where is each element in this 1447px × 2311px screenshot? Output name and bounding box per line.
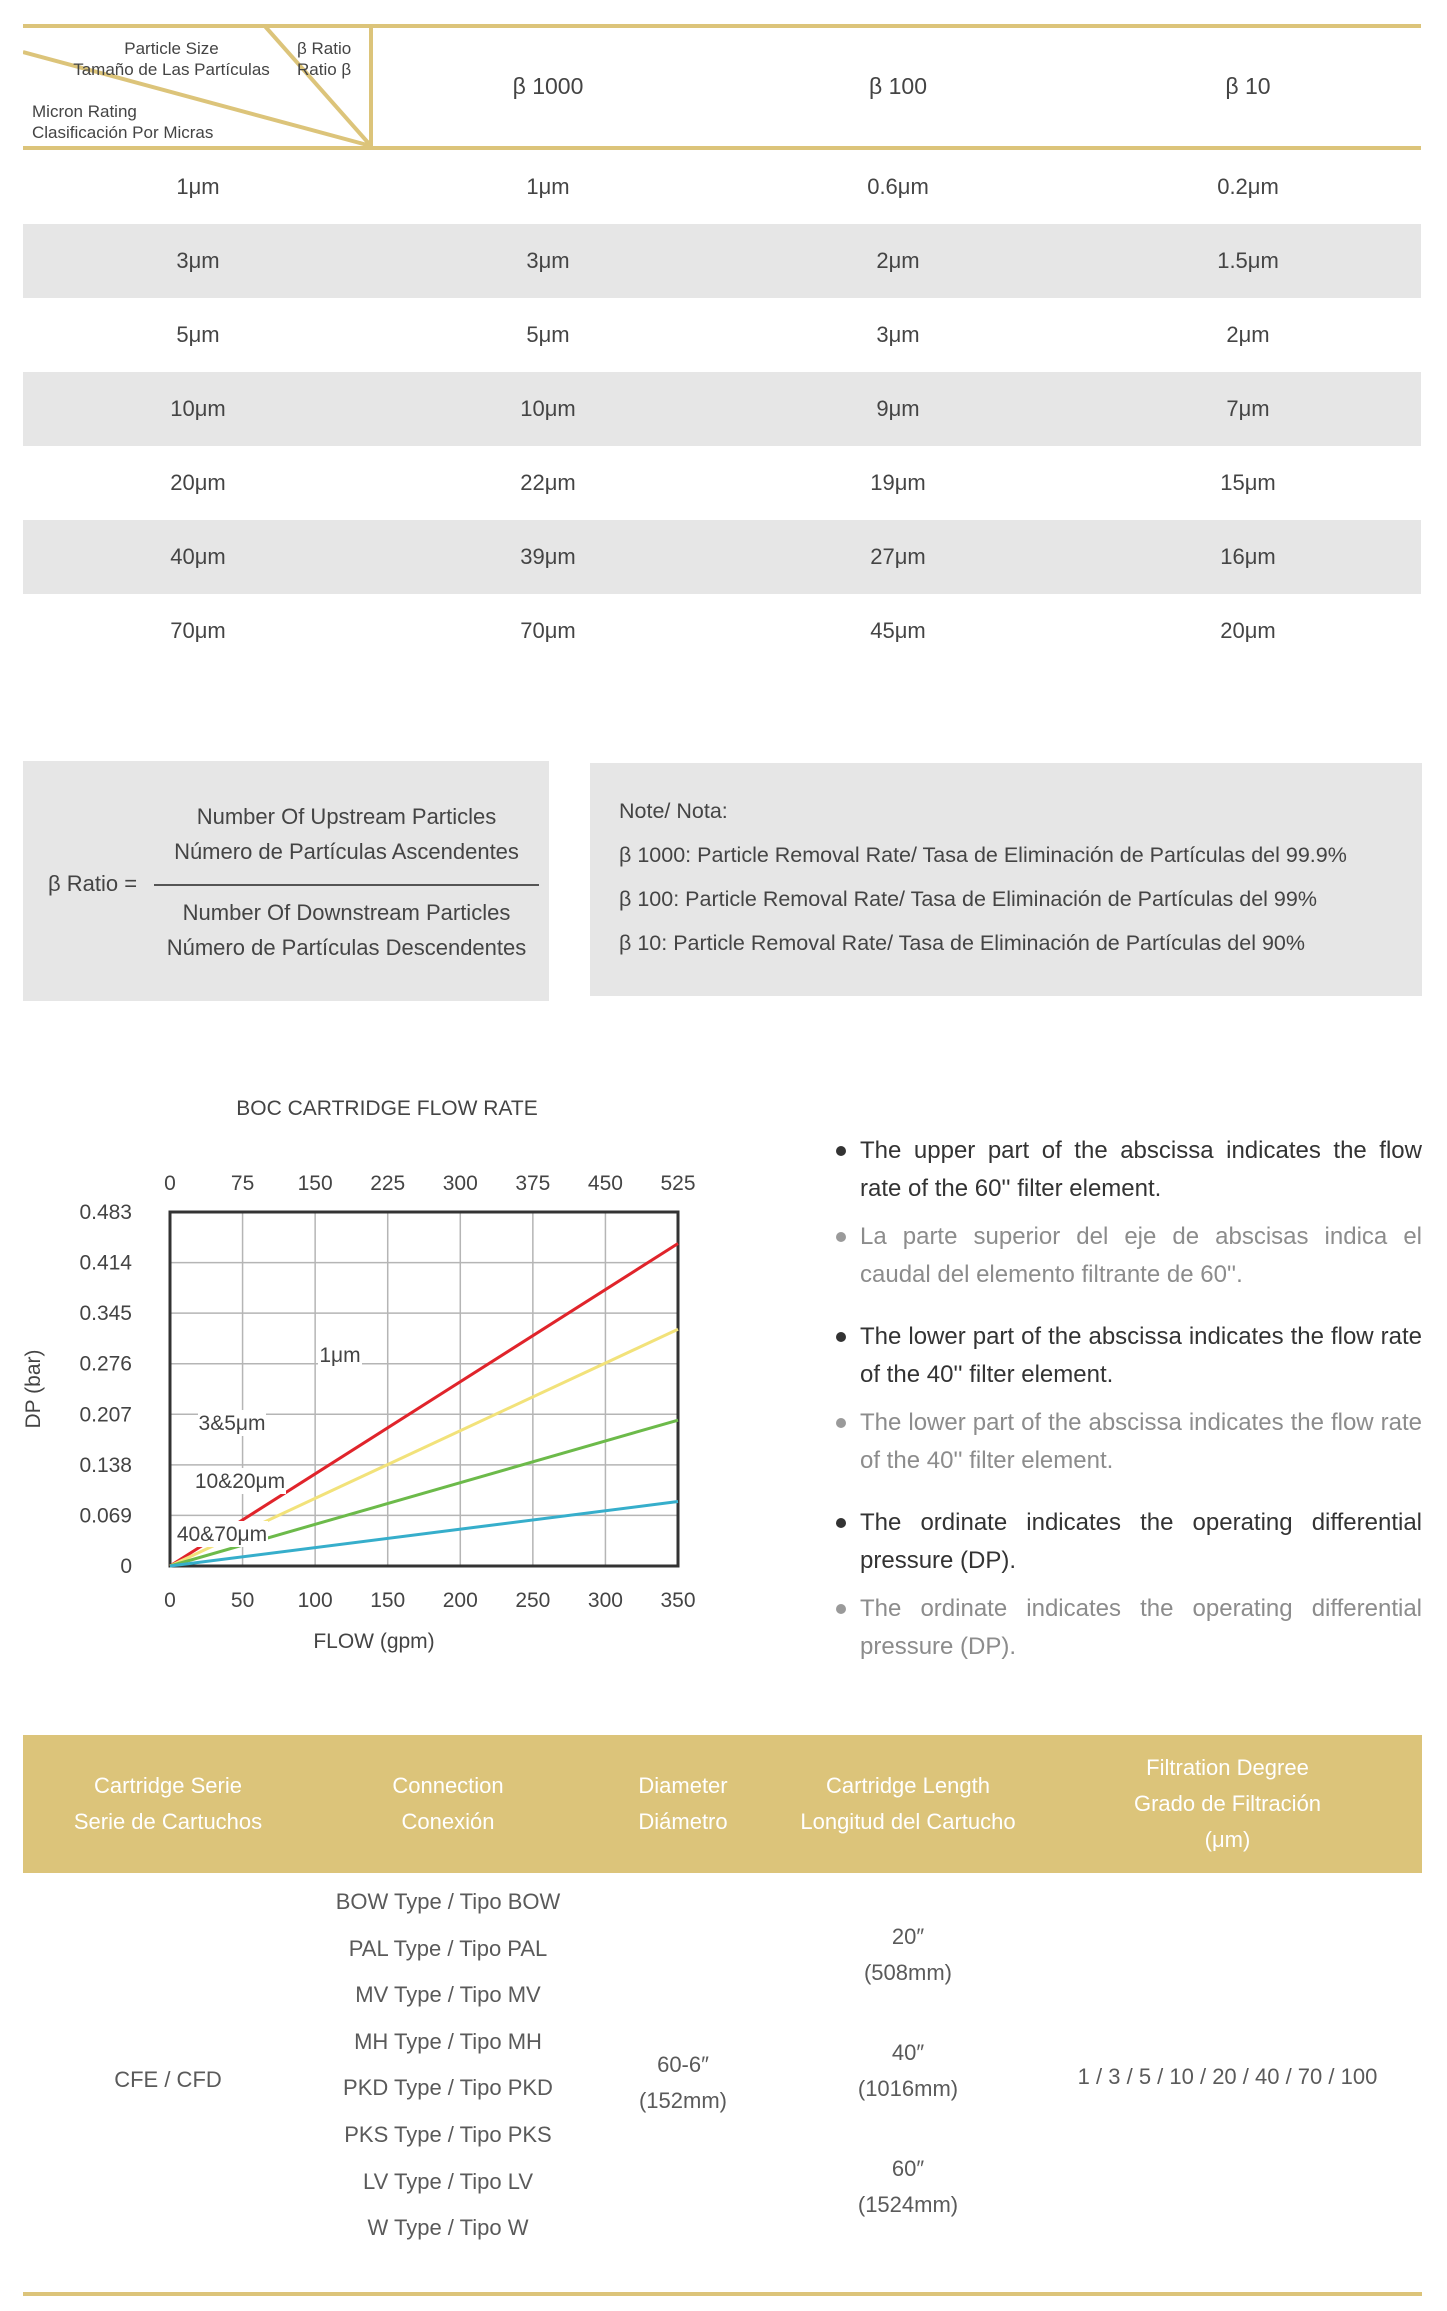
- y-tick-label: 0: [120, 1555, 132, 1578]
- particle-size-cell: 2μm: [876, 248, 920, 273]
- x-top-tick-label: 375: [515, 1172, 551, 1195]
- particle-size-cell: 5μm: [526, 322, 570, 347]
- table-row: [23, 446, 1421, 520]
- x-top-tick-label: 300: [442, 1172, 478, 1195]
- bullet-dot-icon: [836, 1232, 846, 1242]
- particle-size-label-es: Tamaño de Las Partículas: [73, 60, 270, 79]
- spec-table-bottom-border: [23, 2292, 1422, 2296]
- micron-rating-cell: 5μm: [176, 322, 220, 347]
- header-text: Conexión: [401, 1809, 495, 1834]
- micron-rating-label-es: Clasificación Por Micras: [32, 123, 214, 142]
- table-row: [23, 224, 1421, 298]
- header-text: Grado de Filtración: [1133, 1791, 1322, 1816]
- length-value: [783, 2151, 1033, 2223]
- particle-size-cell: 0.6μm: [867, 174, 929, 199]
- particle-size-cell: 1.5μm: [1217, 248, 1279, 273]
- x-tick-label: 0: [164, 1589, 176, 1612]
- note-line: β 100: Particle Removal Rate/ Tasa de Eliminación de Partículas del 99%: [619, 887, 1317, 911]
- explanation-es: [830, 1404, 1422, 1480]
- x-tick-label: 50: [230, 1589, 255, 1612]
- connection-type: LV Type / Tipo LV: [363, 2168, 533, 2194]
- particle-size-cell: 9μm: [876, 396, 920, 421]
- micron-rating-cell: 1μm: [176, 174, 220, 199]
- particle-size-cell: 20μm: [1220, 618, 1276, 643]
- series-label: 40&70μm: [176, 1523, 268, 1546]
- connection-type: W Type / Tipo W: [367, 2215, 529, 2241]
- header-cartridge-length: [783, 1735, 1033, 1873]
- table-row: [23, 520, 1421, 594]
- column-header-beta-1000: β 1000: [512, 72, 584, 99]
- y-tick-label: 0.207: [79, 1403, 132, 1427]
- notes-box: [590, 763, 1422, 996]
- bullet-dot-icon: [836, 1604, 846, 1614]
- particle-size-cell: 3μm: [526, 248, 570, 273]
- diameter-mm: (152mm): [638, 2088, 727, 2113]
- header-text: Longitud del Cartucho: [800, 1809, 1016, 1834]
- column-header-beta-100: β 100: [869, 72, 927, 99]
- connection-type: PKD Type / Tipo PKD: [343, 2075, 553, 2101]
- particle-size-cell: 3μm: [876, 322, 920, 347]
- explanation-text: The lower part of the abscissa indicates the flow rate of the 40'' filter element.: [860, 1409, 1422, 1474]
- micron-rating-cell: 10μm: [170, 396, 226, 421]
- series-label: 10&20μm: [194, 1470, 286, 1493]
- series-line-0: [170, 1244, 678, 1566]
- note-line: β 1000: Particle Removal Rate/ Tasa de Eliminación de Partículas del 99.9%: [619, 843, 1347, 867]
- x-tick-label: 200: [442, 1589, 478, 1612]
- bullet-dot-icon: [836, 1146, 846, 1156]
- bullet-dot-icon: [836, 1418, 846, 1428]
- length-value: [783, 2035, 1033, 2107]
- explanation-text: The ordinate indicates the operating differential pressure (DP).: [860, 1595, 1422, 1660]
- bullet-dot-icon: [836, 1332, 846, 1342]
- particle-size-cell: 10μm: [520, 396, 576, 421]
- length-inches: 20″: [891, 1924, 925, 1949]
- x-top-tick-label: 525: [660, 1172, 696, 1195]
- table-row: [23, 150, 1421, 224]
- series-label: 1μm: [319, 1344, 361, 1367]
- header-text: Serie de Cartuchos: [73, 1809, 263, 1834]
- bullet-dot-icon: [836, 1518, 846, 1528]
- x-top-tick-label: 150: [297, 1172, 333, 1195]
- particle-size-cell: 22μm: [520, 470, 576, 495]
- header-text: Diámetro: [638, 1809, 728, 1834]
- chart-svg: [0, 1080, 760, 1680]
- table-row: [23, 298, 1421, 372]
- formula-denominator-es: Número de Partículas Descendentes: [166, 935, 527, 960]
- micron-rating-label: Micron Rating: [32, 102, 137, 121]
- y-tick-label: 0.069: [79, 1504, 132, 1528]
- notes-title: Note/ Nota:: [619, 799, 728, 823]
- header-text: Filtration Degree: [1146, 1755, 1309, 1780]
- x-top-tick-label: 75: [230, 1172, 255, 1195]
- beta-ratio-label-es: Ratio β: [297, 60, 352, 79]
- y-tick-label: 0.483: [79, 1201, 132, 1224]
- x-tick-label: 350: [660, 1589, 696, 1612]
- formula-denominator-en: Number Of Downstream Particles: [182, 900, 511, 925]
- explanation-text: La parte superior del eje de abscisas indica el caudal del elemento filtrante de 60''.: [860, 1223, 1422, 1288]
- connection-type: PKS Type / Tipo PKS: [344, 2122, 552, 2147]
- explanation-en: [830, 1132, 1422, 1208]
- micron-rating-cell: 40μm: [170, 544, 226, 569]
- formula-numerator-en: Number Of Upstream Particles: [196, 804, 497, 829]
- connection-type: BOW Type / Tipo BOW: [335, 1889, 561, 1914]
- length-value: [783, 1919, 1033, 1991]
- header-cartridge-serie: [23, 1735, 313, 1873]
- x-top-tick-label: 225: [370, 1172, 406, 1195]
- header-text: Diameter: [638, 1773, 728, 1798]
- particle-size-cell: 1μm: [526, 174, 570, 199]
- chart-title: BOC CARTRIDGE FLOW RATE: [236, 1097, 538, 1120]
- x-tick-label: 300: [587, 1589, 623, 1612]
- explanation-en: [830, 1318, 1422, 1394]
- particle-size-cell: 45μm: [870, 618, 926, 643]
- explanation-es: [830, 1590, 1422, 1666]
- length-mm: (1524mm): [857, 2192, 959, 2217]
- particle-size-cell: 70μm: [520, 618, 576, 643]
- connection-type: MV Type / Tipo MV: [355, 1982, 541, 2008]
- y-tick-label: 0.345: [79, 1302, 132, 1326]
- x-top-tick-label: 0: [164, 1172, 176, 1195]
- particle-size-cell: 16μm: [1220, 544, 1276, 569]
- particle-size-cell: 7μm: [1226, 396, 1270, 421]
- length-inches: 40″: [891, 2040, 925, 2065]
- note-line: β 10: Particle Removal Rate/ Tasa de Eliminación de Partículas del 90%: [619, 931, 1305, 955]
- length-inches: 60″: [891, 2156, 925, 2181]
- explanation-en: [830, 1504, 1422, 1580]
- fraction-bar: [154, 884, 539, 886]
- column-header-beta-10: β 10: [1225, 72, 1271, 99]
- particle-size-cell: 2μm: [1226, 322, 1270, 347]
- particle-size-cell: 27μm: [870, 544, 926, 569]
- series-label: 3&5μm: [198, 1412, 266, 1435]
- y-axis-label: DP (bar): [22, 1349, 45, 1429]
- connection-type: PAL Type / Tipo PAL: [348, 1935, 548, 1961]
- formula-label: β Ratio =: [48, 871, 138, 896]
- beta-ratio-formula: [23, 761, 549, 1001]
- explanation-text: The upper part of the abscissa indicates the flow rate of the 60'' filter element.: [860, 1137, 1422, 1202]
- length-mm: (1016mm): [857, 2076, 959, 2101]
- y-tick-label: 0.414: [79, 1251, 132, 1275]
- header-connection: [313, 1735, 583, 1873]
- particle-size-cell: 0.2μm: [1217, 174, 1279, 199]
- diameter-inches: 60-6″: [657, 2052, 709, 2077]
- micron-rating-cell: 3μm: [176, 248, 220, 273]
- header-text: Cartridge Length: [826, 1773, 990, 1798]
- header-filtration-degree: [1033, 1735, 1422, 1873]
- plot-frame: [170, 1212, 678, 1566]
- spec-table-header: [23, 1735, 1422, 1873]
- x-tick-label: 100: [297, 1589, 333, 1612]
- header-text: Connection: [392, 1773, 504, 1798]
- x-tick-label: 150: [370, 1589, 406, 1612]
- particle-size-cell: 15μm: [1220, 470, 1276, 495]
- y-tick-label: 0.276: [79, 1352, 132, 1376]
- table-row: [23, 594, 1421, 668]
- header-diameter: [583, 1735, 783, 1873]
- x-top-tick-label: 450: [587, 1172, 623, 1195]
- beta-ratio-table: [23, 24, 1421, 664]
- diameter-value: [583, 2047, 783, 2119]
- particle-size-label: Particle Size: [124, 39, 219, 58]
- spec-table-body: [23, 1873, 1422, 2293]
- explanation-text: The lower part of the abscissa indicates the flow rate of the 40'' filter element.: [860, 1323, 1422, 1388]
- beta-ratio-label: β Ratio: [297, 39, 352, 58]
- flow-rate-chart: [0, 1080, 760, 1680]
- particle-size-cell: 19μm: [870, 470, 926, 495]
- cartridge-serie-value: CFE / CFD: [114, 2067, 222, 2092]
- micron-rating-cell: 20μm: [170, 470, 226, 495]
- header-text: (μm): [1204, 1827, 1251, 1852]
- explanation-text: The ordinate indicates the operating differential pressure (DP).: [860, 1509, 1422, 1574]
- particle-size-cell: 39μm: [520, 544, 576, 569]
- y-tick-label: 0.138: [79, 1453, 132, 1477]
- table-row: [23, 372, 1421, 446]
- x-axis-label: FLOW (gpm): [313, 1630, 435, 1653]
- explanation-es: [830, 1218, 1422, 1294]
- connection-type: MH Type / Tipo MH: [354, 2028, 542, 2054]
- filtration-degree-value: 1 / 3 / 5 / 10 / 20 / 40 / 70 / 100: [1077, 2064, 1378, 2089]
- length-mm: (508mm): [863, 1960, 952, 1985]
- micron-rating-cell: 70μm: [170, 618, 226, 643]
- table-corner-header: [23, 24, 373, 148]
- header-text: Cartridge Serie: [94, 1773, 242, 1798]
- x-tick-label: 250: [515, 1589, 551, 1612]
- formula-numerator-es: Número de Partículas Ascendentes: [174, 839, 519, 864]
